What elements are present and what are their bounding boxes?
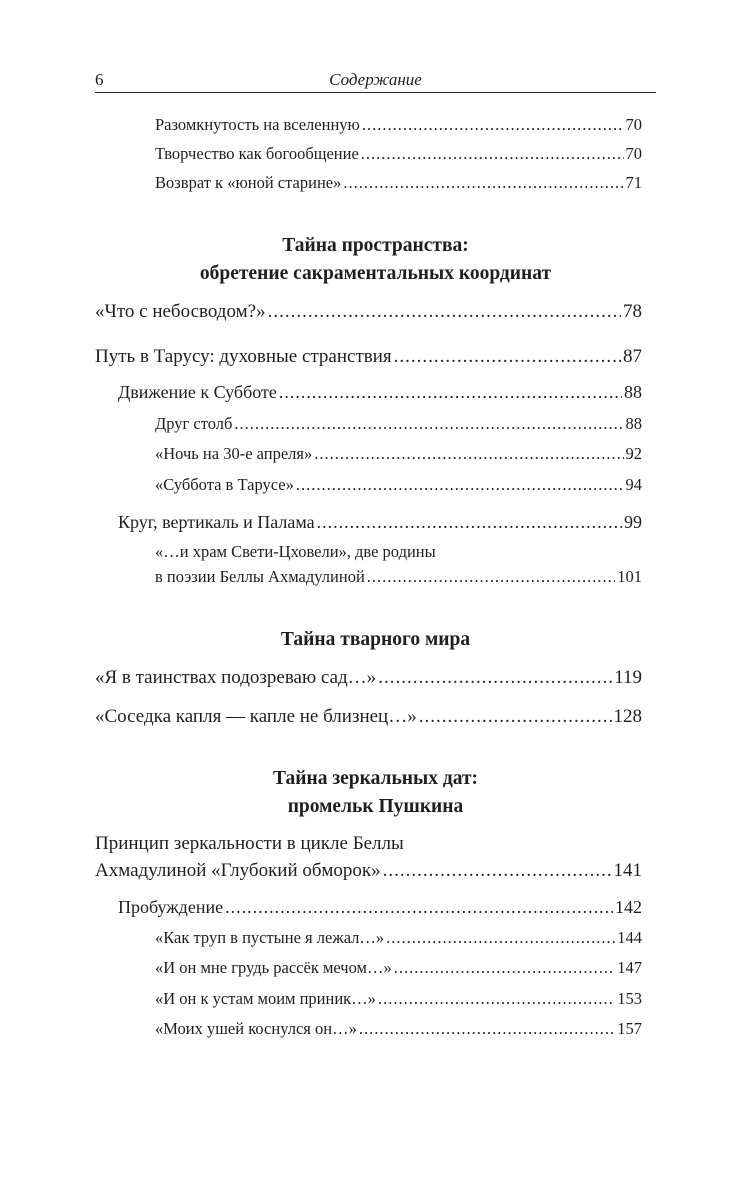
toc-entry-page: 70: [625, 144, 642, 163]
toc-entry-page: 144: [617, 928, 642, 947]
toc-entry[interactable]: [95, 707, 642, 726]
toc-entry-page: 87: [623, 346, 642, 367]
toc-entry-page: 141: [613, 860, 642, 881]
leader-dots: [394, 347, 621, 366]
toc-entry[interactable]: [155, 991, 642, 1008]
toc-entry[interactable]: [155, 569, 642, 586]
toc-entry[interactable]: [155, 416, 642, 433]
toc-entry-page: 147: [617, 958, 642, 977]
toc-entry-title: «Соседка капля — капле не близнец…»: [95, 706, 417, 727]
toc-entry-page: 88: [624, 382, 642, 402]
toc-entry[interactable]: [118, 898, 642, 916]
toc-entry[interactable]: [155, 117, 642, 134]
toc-entry-title: «И он к устам моим приник…»: [155, 989, 376, 1008]
leader-dots: [317, 513, 622, 531]
toc-entry-page: 92: [625, 444, 642, 463]
toc-entry-page: 94: [625, 475, 642, 494]
toc-entry-page: 119: [614, 667, 642, 688]
toc-entry[interactable]: [95, 302, 642, 321]
toc-entry-page: 71: [625, 173, 642, 192]
toc-entry-title: в поэзии Беллы Ахмадулиной: [155, 567, 365, 586]
leader-dots: [296, 477, 624, 494]
toc-entry-page: 153: [617, 989, 642, 1008]
toc-entry-title: Круг, вертикаль и Палама: [118, 512, 315, 532]
section-subtitle: промельк Пушкина: [287, 796, 464, 817]
leader-dots: [394, 960, 616, 977]
toc-entry-page: 142: [615, 897, 642, 917]
toc-entry-title: Пробуждение: [118, 897, 224, 917]
toc-entry-page: 128: [613, 706, 642, 727]
toc-entry[interactable]: [118, 383, 642, 401]
leader-dots: [225, 898, 613, 916]
toc-entry[interactable]: [155, 1021, 642, 1038]
toc-entry-title: «Я в таинствах подозреваю сад…»: [95, 667, 377, 688]
toc-entry[interactable]: [155, 930, 642, 947]
section-title: Тайна зеркальных дат:: [272, 768, 479, 789]
leader-dots: [314, 446, 623, 463]
toc-entry-title: «Моих ушей коснулся он…»: [155, 1019, 357, 1038]
section-title: Тайна пространства:: [282, 235, 469, 256]
toc-entry-title: «Ночь на 30-е апреля»: [155, 444, 313, 463]
toc-entry-title: «Суббота в Тарусе»: [155, 475, 294, 494]
section-subtitle: обретение сакраментальных координат: [199, 263, 552, 284]
toc-entry[interactable]: [95, 668, 642, 687]
toc-entry-title: «Что с небосводом?»: [95, 301, 266, 322]
toc-entry[interactable]: [95, 347, 642, 366]
leader-dots: [386, 930, 615, 947]
leader-dots: [234, 416, 623, 433]
toc-entry-title: Движение к Субботе: [118, 382, 277, 402]
toc-entry[interactable]: [118, 513, 642, 531]
toc-entry-title-line1[interactable]: «…и храм Свети-Цховели», две родины: [155, 542, 436, 561]
toc-entry[interactable]: [155, 960, 642, 977]
toc-entry-page: 70: [625, 115, 642, 134]
leader-dots: [268, 302, 621, 321]
toc-entry-page: 101: [617, 567, 642, 586]
leader-dots: [362, 117, 624, 134]
toc-entry-title: Разомкнутость на вселенную: [155, 115, 360, 134]
leader-dots: [419, 707, 612, 726]
toc-entry[interactable]: [155, 146, 642, 163]
leader-dots: [378, 991, 615, 1008]
toc-entry-title: Ахмадулиной «Глубокий обморок»: [95, 860, 381, 881]
running-header: [95, 66, 656, 93]
page-number: 6: [95, 70, 104, 89]
toc-entry-title: Друг столб: [155, 414, 233, 433]
leader-dots: [383, 861, 612, 880]
toc-entry-title-line1[interactable]: Принцип зеркальности в цикле Беллы: [95, 833, 404, 854]
leader-dots: [343, 175, 623, 192]
toc-entry[interactable]: [155, 477, 642, 494]
leader-dots: [367, 569, 615, 586]
section-title: Тайна тварного мира: [280, 629, 471, 650]
toc-entry-title: Творчество как богообщение: [155, 144, 359, 163]
toc-entry-title: «Как труп в пустыне я лежал…»: [155, 928, 385, 947]
leader-dots: [359, 1021, 615, 1038]
leader-dots: [279, 383, 622, 401]
toc-entry-page: 99: [624, 512, 642, 532]
toc-entry[interactable]: [95, 861, 642, 880]
toc-entry-page: 157: [617, 1019, 642, 1038]
toc-entry-title: «И он мне грудь рассёк мечом…»: [155, 958, 392, 977]
toc-entry-title: Путь в Тарусу: духовные странствия: [95, 346, 392, 367]
running-title: Содержание: [329, 70, 422, 89]
toc-entry-title: Возврат к «юной старине»: [155, 173, 342, 192]
toc-entry[interactable]: [155, 446, 642, 463]
toc-entry-page: 88: [625, 414, 642, 433]
toc-entry[interactable]: [155, 175, 642, 192]
leader-dots: [361, 146, 624, 163]
toc-entry-page: 78: [623, 301, 642, 322]
leader-dots: [378, 668, 612, 687]
